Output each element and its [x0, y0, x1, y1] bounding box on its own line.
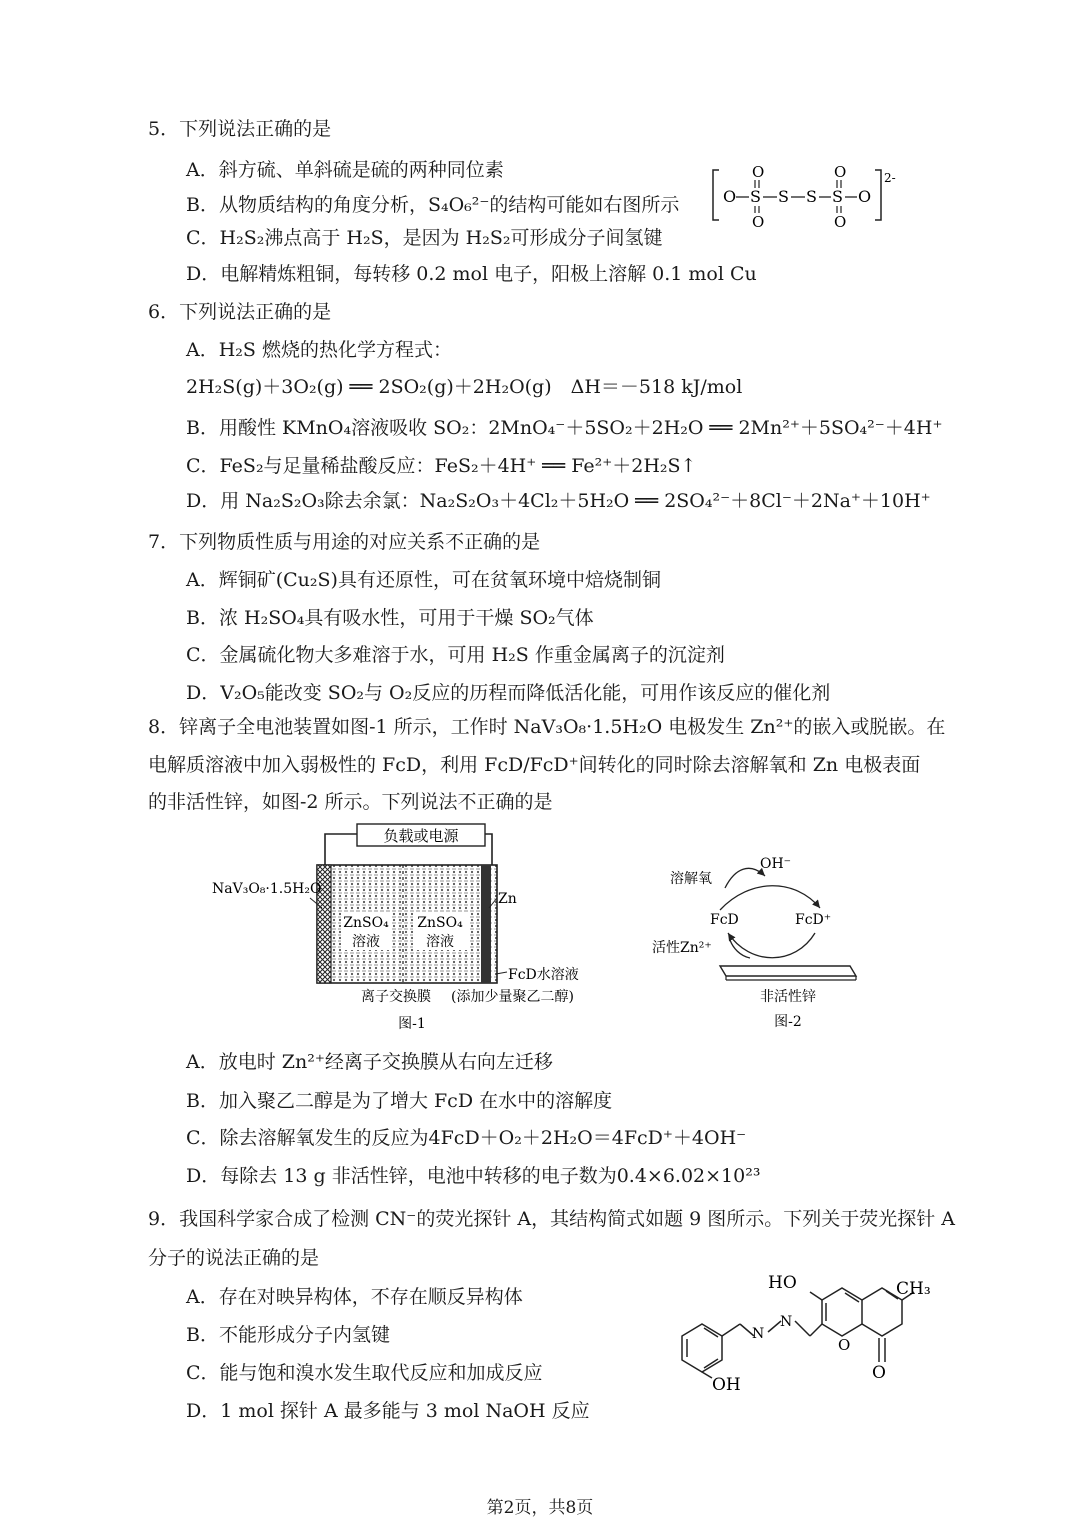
struct-s3: S	[806, 187, 817, 206]
sol-left-1: ZnSO₄	[343, 915, 389, 931]
q8-option-a: A．放电时 Zn²⁺经离子交换膜从右向左迁移	[186, 1051, 553, 1073]
q8-stem-line2: 电解质溶液中加入弱极性的 FcD，利用 FcD/FcD⁺间转化的同时除去溶解氧和 Zn 电极表面	[148, 754, 921, 776]
figure-1-caption: 图-1	[398, 1016, 426, 1032]
q7-option-d: D．V₂O₅能改变 SO₂与 O₂反应的历程而降低活化能，可用作该反应的催化剂	[186, 682, 831, 704]
struct-s2: S	[778, 187, 789, 206]
mol-o-keto: O	[872, 1363, 886, 1383]
q6-option-a-equation: 2H₂S(g)＋3O₂(g) ══ 2SO₂(g)＋2H₂O(g) ΔH＝－518 kJ/mol	[186, 376, 743, 398]
membrane-label: 离子交换膜	[361, 989, 431, 1005]
q8-option-b: B．加入聚乙二醇是为了增大 FcD 在水中的溶解度	[186, 1090, 613, 1112]
sol-left-2: 溶液	[352, 934, 380, 950]
zn-electrode	[481, 865, 491, 983]
q8-option-c: C．除去溶解氧发生的反应为4FcD＋O₂＋2H₂O＝4FcD⁺＋4OH⁻	[186, 1127, 747, 1149]
fcd-label: FcD	[710, 912, 739, 928]
struct-o-bot1: O	[752, 213, 765, 231]
mol-ho: HO	[768, 1273, 797, 1293]
fcd-plus-label: FcD⁺	[795, 912, 832, 928]
page-number: 第2页，共8页	[486, 1498, 594, 1518]
q6-stem: 6．下列说法正确的是	[148, 301, 332, 323]
mol-n2: N	[780, 1314, 793, 1330]
q5-option-a: A．斜方硫、单斜硫是硫的两种同位素	[186, 159, 504, 181]
figure-1-battery	[200, 822, 640, 1032]
q6-option-c: C．FeS₂与足量稀盐酸反应：FeS₂＋4H⁺ ══ Fe²⁺＋2H₂S↑	[186, 455, 697, 477]
fcd-solution-label: FcD水溶液	[508, 967, 579, 983]
coumarin-benzene-ring	[822, 1288, 862, 1336]
q7-option-a: A．辉铜矿(Cu₂S)具有还原性，可在贫氧环境中焙烧制铜	[186, 569, 661, 591]
q9-stem-line2: 分子的说法正确的是	[148, 1247, 320, 1269]
mol-ch3: CH₃	[896, 1279, 931, 1299]
mol-n1: N	[752, 1326, 765, 1342]
q7-option-b: B．浓 H₂SO₄具有吸水性，可用于干燥 SO₂气体	[186, 607, 594, 629]
q5-option-d: D．电解精炼粗铜，每转移 0.2 mol 电子，阳极上溶解 0.1 mol Cu	[186, 263, 757, 285]
inactive-zn-plate	[720, 966, 856, 976]
sol-right-2: 溶液	[426, 934, 454, 950]
figure-2-caption: 图-2	[774, 1014, 802, 1030]
probe-a-structure-figure	[660, 1266, 940, 1406]
active-zn-label: 活性Zn²⁺	[652, 940, 712, 956]
struct-o-top1: O	[752, 163, 765, 181]
q8-option-d: D．每除去 13 g 非活性锌，电池中转移的电子数为0.4×6.02×10²³	[186, 1165, 761, 1187]
struct-s1: S	[750, 187, 761, 206]
sol-right-1: ZnSO₄	[417, 915, 463, 931]
mol-oh: OH	[712, 1375, 741, 1395]
q7-stem: 7．下列物质性质与用途的对应关系不正确的是	[148, 531, 541, 553]
mol-o-ring: O	[838, 1336, 851, 1354]
q5-option-b: B．从物质结构的角度分析，S₄O₆²⁻的结构可能如右图所示	[186, 194, 680, 216]
struct-s4: S	[832, 187, 843, 206]
struct-o-top2: O	[834, 163, 847, 181]
q6-option-b: B．用酸性 KMnO₄溶液吸收 SO₂：2MnO₄⁻＋5SO₂＋2H₂O ══ 2Mn²⁺＋5SO₄²⁻＋4H⁺	[186, 417, 943, 439]
load-label: 负载或电源	[383, 827, 459, 845]
struct-o-right: O	[858, 187, 872, 206]
struct-o-left: O	[723, 187, 737, 206]
zn-label: Zn	[498, 891, 517, 907]
q8-stem-line1: 8．锌离子全电池装置如图-1 所示，工作时 NaV₃O₈·1.5H₂O 电极发生 Zn²⁺的嵌入或脱嵌。在	[148, 716, 946, 738]
struct-charge: 2-	[884, 171, 896, 185]
struct-o-bot2: O	[834, 213, 847, 231]
left-electrode-label: NaV₃O₈·1.5H₂O	[212, 881, 322, 897]
oh-label: OH⁻	[760, 856, 792, 872]
q6-option-a: A．H₂S 燃烧的热化学方程式：	[186, 339, 452, 361]
q9-option-d: D．1 mol 探针 A 最多能与 3 mol NaOH 反应	[186, 1400, 590, 1422]
figure-2-fcd-cycle	[650, 848, 870, 1033]
q9-option-b: B．不能形成分子内氢键	[186, 1324, 390, 1346]
additive-label: (添加少量聚乙二醇)	[451, 989, 574, 1005]
s4o6-structure-figure	[705, 160, 905, 235]
q9-option-a: A．存在对映异构体，不存在顺反异构体	[186, 1286, 523, 1308]
inactive-zn-label: 非活性锌	[760, 989, 816, 1005]
q9-stem-line1: 9．我国科学家合成了检测 CN⁻的荧光探针 A，其结构简式如题 9 图所示。下列关于荧光探针 A	[148, 1208, 956, 1230]
q5-stem: 5．下列说法正确的是	[148, 118, 332, 140]
q9-option-c: C．能与饱和溴水发生取代反应和加成反应	[186, 1362, 543, 1384]
q6-option-d: D．用 Na₂S₂O₃除去余氯：Na₂S₂O₃＋4Cl₂＋5H₂O ══ 2SO₄²⁻＋8Cl⁻＋2Na⁺＋10H⁺	[186, 490, 931, 512]
q5-option-c: C．H₂S₂沸点高于 H₂S，是因为 H₂S₂可形成分子间氢键	[186, 227, 663, 249]
q8-stem-line3: 的非活性锌，如图-2 所示。下列说法不正确的是	[148, 791, 553, 813]
dissolved-o2-label: 溶解氧	[670, 871, 712, 887]
q7-option-c: C．金属硫化物大多难溶于水，可用 H₂S 作重金属离子的沉淀剂	[186, 644, 725, 666]
phenol-ring	[682, 1324, 722, 1372]
